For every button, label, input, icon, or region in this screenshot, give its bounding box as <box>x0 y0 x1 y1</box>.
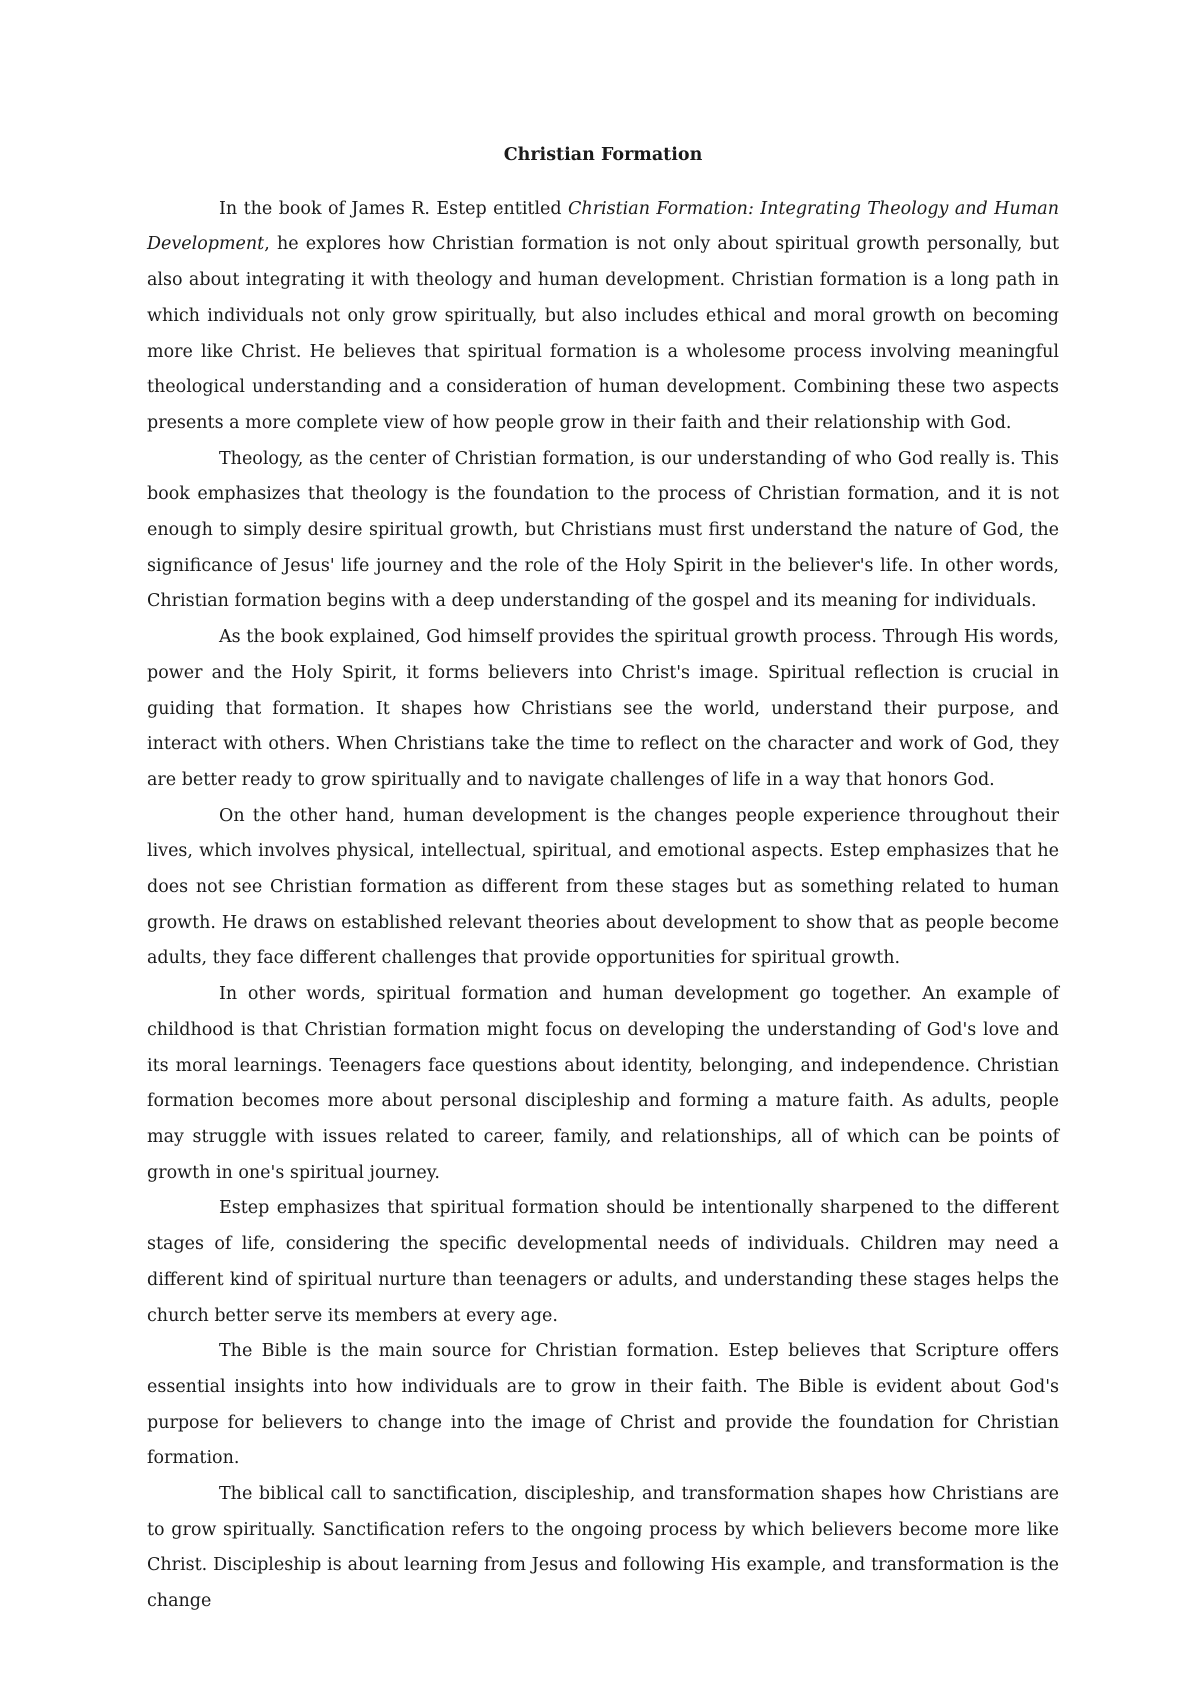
paragraph-1-intro: In the book of James R. Estep entitled <box>219 198 569 219</box>
paragraph-1 <box>147 192 1059 442</box>
paragraph-5: In other words, spiritual formation and human development go together. An example of childhood is that Christian formation might focus on developing the understanding of God's love and its moral learnings. Teenagers face questions about identity, belonging, and independence. Christian formation becomes more about personal discipleship and forming a mature faith. As adults, people may struggle with issues related to career, family, and relationships, all of which can be points of growth in one's spiritual journey. <box>147 984 1059 1183</box>
paragraph-8: The biblical call to sanctification, discipleship, and transformation shapes how Christians are to grow spiritually. Sanctification refers to the ongoing process by which believers become more like Christ. Discipleship is about learning from Jesus and following His example, and transformation is the change <box>147 1484 1059 1612</box>
paragraph-6: Estep emphasizes that spiritual formation should be intentionally sharpened to the different stages of life, considering the specific developmental needs of individuals. Children may need a different kind of spiritual nurture than teenagers or adults, and understanding these stages helps the church better serve its members at every age. <box>147 1198 1059 1326</box>
paragraph-7: The Bible is the main source for Christian formation. Estep believes that Scripture offers essential insights into how individuals are to grow in their faith. The Bible is evident about God's purpose for believers to change into the image of Christ and provide the foundation for Christian formation. <box>147 1341 1059 1469</box>
book-title: Christian Formation: Integrating Theology and Human Development <box>147 198 1059 255</box>
paragraph-4: On the other hand, human development is the changes people experience throughout their lives, which involves physical, intellectual, spiritual, and emotional aspects. Estep emphasizes that he does not see Christian formation as different from these stages but as something related to human growth. He draws on established relevant theories about development to show that as people become adults, they face different challenges that provide opportunities for spiritual growth. <box>147 805 1059 969</box>
document-body <box>147 138 1059 1620</box>
paragraph-3: As the book explained, God himself provides the spiritual growth process. Through His words, power and the Holy Spirit, it forms believers into Christ's image. Spiritual reflection is crucial in guiding that formation. It shapes how Christians see the world, understand their purpose, and interact with others. When Christians take the time to reflect on the character and work of God, they are better ready to grow spiritually and to navigate challenges of life in a way that honors God. <box>147 627 1059 790</box>
paragraph-2: Theology, as the center of Christian formation, is our understanding of who God really is. This book emphasizes that theology is the foundation to the process of Christian formation, and it is not enough to simply desire spiritual growth, but Christians must first understand the nature of God, the significance of Jesus' life journey and the role of the Holy Spirit in the believer's life. In other words, Christian formation begins with a deep understanding of the gospel and its meaning for individuals. <box>147 448 1059 612</box>
paragraph-1-rest: , he explores how Christian formation is not only about spiritual growth personally, but also about integrating it with theology and human development. Christian formation is a long path in which individuals not only grow spiritually, but also includes ethical and moral growth on becoming more like Christ. He believes that spiritual formation is a wholesome process involving meaningful theological understanding and a consideration of human development. Combining these two aspects presents a more complete view of how people grow in their faith and their relationship with God. <box>147 234 1059 433</box>
document-title: Christian Formation <box>503 145 703 165</box>
